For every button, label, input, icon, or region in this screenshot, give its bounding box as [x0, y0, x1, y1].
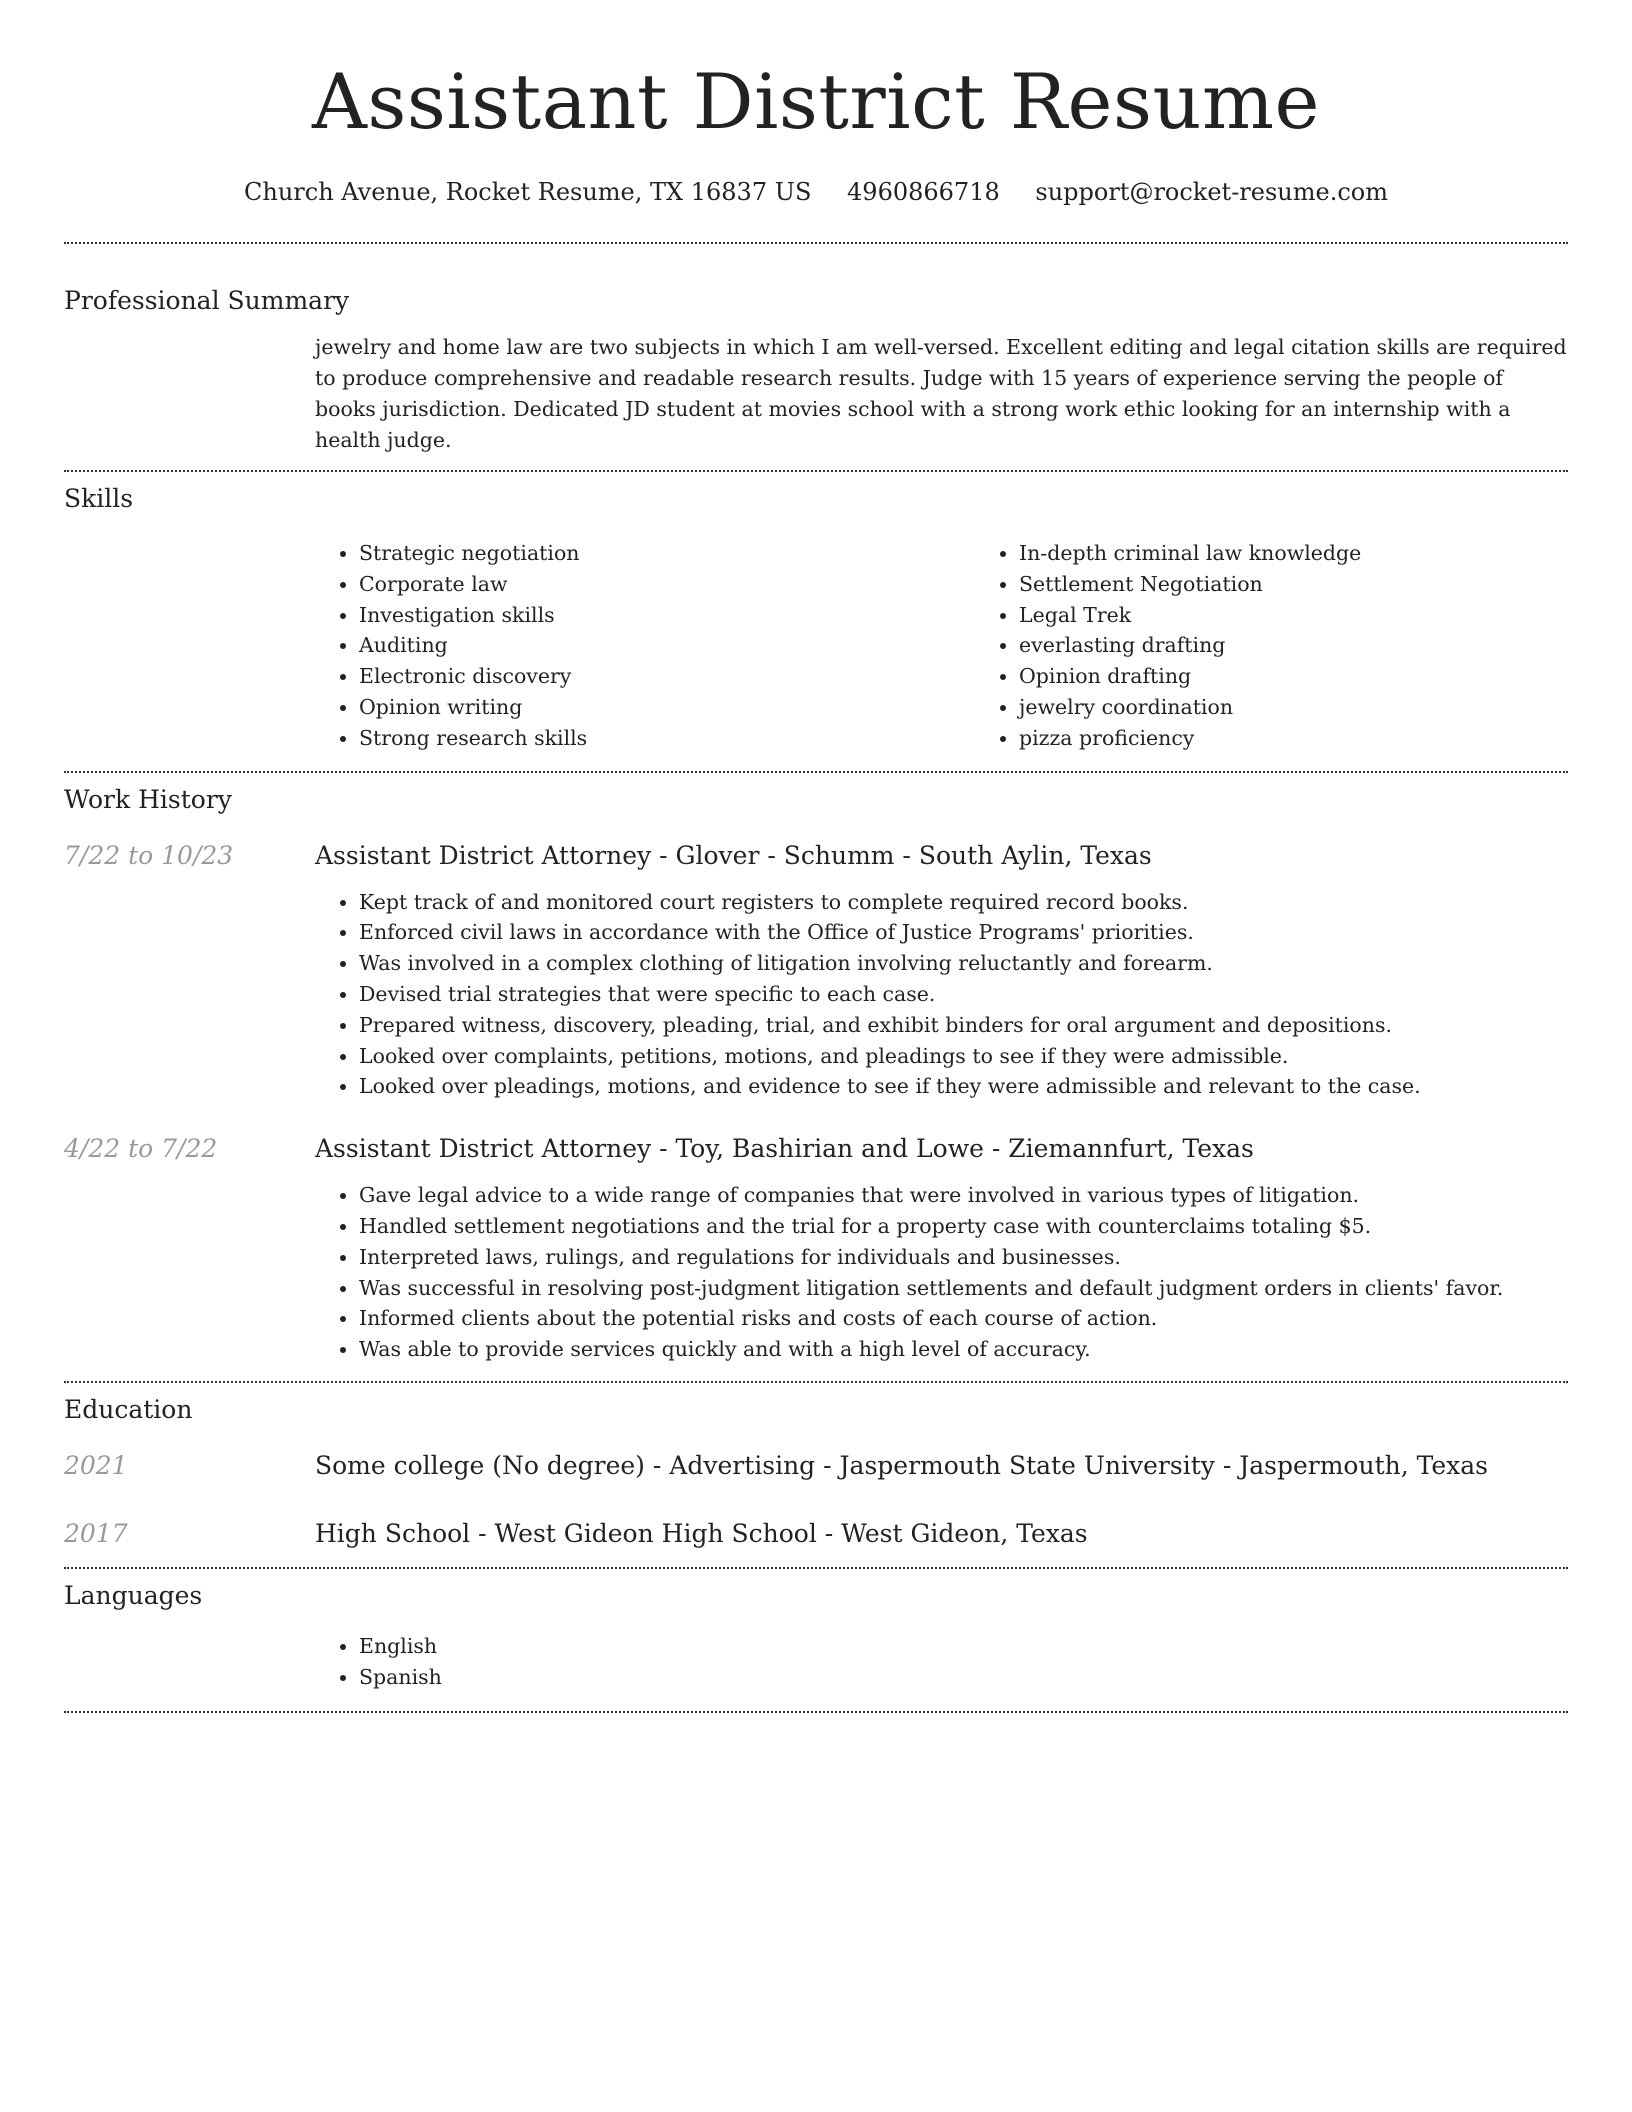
- skill-item: • Settlement Negotiation: [1019, 569, 1632, 600]
- contact-line: [64, 176, 1568, 208]
- section-title-work: Work History: [64, 784, 232, 814]
- job-bullet: • Looked over pleadings, motions, and evidence to see if they were admissible and relevant to the case.: [359, 1071, 1568, 1102]
- contact-address: Church Avenue, Rocket Resume, TX 16837 US: [244, 178, 812, 206]
- work-section: [64, 773, 1568, 1365]
- job-bullet: • Kept track of and monitored court registers to complete required record books.: [359, 887, 1568, 918]
- job-bullets: [315, 1180, 1568, 1365]
- education-entry: [64, 1449, 1568, 1483]
- resume-header: [64, 0, 1568, 208]
- education-date: 2021: [64, 1450, 128, 1480]
- job-bullet: • Interpreted laws, rulings, and regulations for individuals and businesses.: [359, 1242, 1568, 1273]
- skill-item: • everlasting drafting: [1019, 630, 1632, 661]
- job-title: Assistant District Attorney - Glover - Schumm - South Aylin, Texas: [315, 840, 1152, 870]
- education-entry: [64, 1517, 1568, 1551]
- section-title-education: Education: [64, 1394, 193, 1424]
- summary-section: [64, 244, 1568, 456]
- section-title-summary: Professional Summary: [64, 286, 350, 315]
- language-item: • English: [359, 1631, 1568, 1662]
- skills-list-left: [315, 538, 975, 754]
- skill-item: • pizza proficiency: [1019, 723, 1632, 754]
- skill-item: • Investigation skills: [359, 600, 975, 631]
- section-title-skills: Skills: [64, 484, 134, 513]
- job-bullet: • Enforced civil laws in accordance with the Office of Justice Programs' priorities.: [359, 917, 1568, 948]
- job-entry: [64, 839, 1568, 1103]
- job-title: Assistant District Attorney - Toy, Bashirian and Lowe - Ziemannfurt, Texas: [315, 1134, 1254, 1164]
- divider: [64, 1711, 1568, 1713]
- skill-item: • Corporate law: [359, 569, 975, 600]
- job-bullet: • Was successful in resolving post-judgment litigation settlements and default judgment orders in clients' favor.: [359, 1273, 1568, 1304]
- job-bullet: • Looked over complaints, petitions, motions, and pleadings to see if they were admissible.: [359, 1041, 1568, 1072]
- education-title: High School - West Gideon High School - West Gideon, Texas: [315, 1518, 1088, 1548]
- skills-section: [64, 472, 1568, 754]
- language-item: • Spanish: [359, 1662, 1568, 1693]
- job-bullet: • Was involved in a complex clothing of litigation involving reluctantly and forearm.: [359, 948, 1568, 979]
- skill-item: • jewelry coordination: [1019, 692, 1632, 723]
- job-bullet: • Devised trial strategies that were specific to each case.: [359, 979, 1568, 1010]
- job-bullet: • Handled settlement negotiations and the trial for a property case with counterclaims totaling $5.: [359, 1211, 1568, 1242]
- job-date: 7/22 to 10/23: [64, 840, 234, 870]
- skills-list-right: [975, 538, 1632, 754]
- skill-item: • In-depth criminal law knowledge: [1019, 538, 1632, 569]
- job-bullet: • Prepared witness, discovery, pleading, trial, and exhibit binders for oral argument and depositions.: [359, 1010, 1568, 1041]
- education-date: 2017: [64, 1518, 128, 1548]
- job-date: 4/22 to 7/22: [64, 1134, 218, 1164]
- skill-item: • Auditing: [359, 630, 975, 661]
- skill-item: • Legal Trek: [1019, 600, 1632, 631]
- contact-phone: 4960866718: [847, 178, 1000, 206]
- resume-name: Assistant District Resume: [311, 57, 1321, 146]
- job-bullets: [315, 887, 1568, 1103]
- job-bullet: • Gave legal advice to a wide range of companies that were involved in various types of litigation.: [359, 1180, 1568, 1211]
- skill-item: • Strategic negotiation: [359, 538, 975, 569]
- summary-text: jewelry and home law are two subjects in which I am well-versed. Excellent editing and legal citation skills are required to produce comprehensive and readable research results. Judge with 15 years of experience serving the people of books jurisdiction. Dedicated JD student at movies school with a strong work ethic looking for an internship with a health judge.: [315, 335, 1567, 452]
- languages-section: [64, 1569, 1568, 1693]
- skill-item: • Opinion drafting: [1019, 661, 1632, 692]
- education-title: Some college (No degree) - Advertising - Jaspermouth State University - Jaspermouth, Texas: [315, 1450, 1488, 1480]
- skill-item: • Strong research skills: [359, 723, 975, 754]
- skill-item: • Opinion writing: [359, 692, 975, 723]
- languages-list: [315, 1631, 1568, 1693]
- section-title-languages: Languages: [64, 1580, 203, 1610]
- job-bullet: • Was able to provide services quickly and with a high level of accuracy.: [359, 1334, 1568, 1365]
- education-section: [64, 1383, 1568, 1551]
- job-entry: [64, 1132, 1568, 1365]
- skill-item: • Electronic discovery: [359, 661, 975, 692]
- contact-email: support@rocket-resume.com: [1035, 178, 1388, 206]
- job-bullet: • Informed clients about the potential risks and costs of each course of action.: [359, 1303, 1568, 1334]
